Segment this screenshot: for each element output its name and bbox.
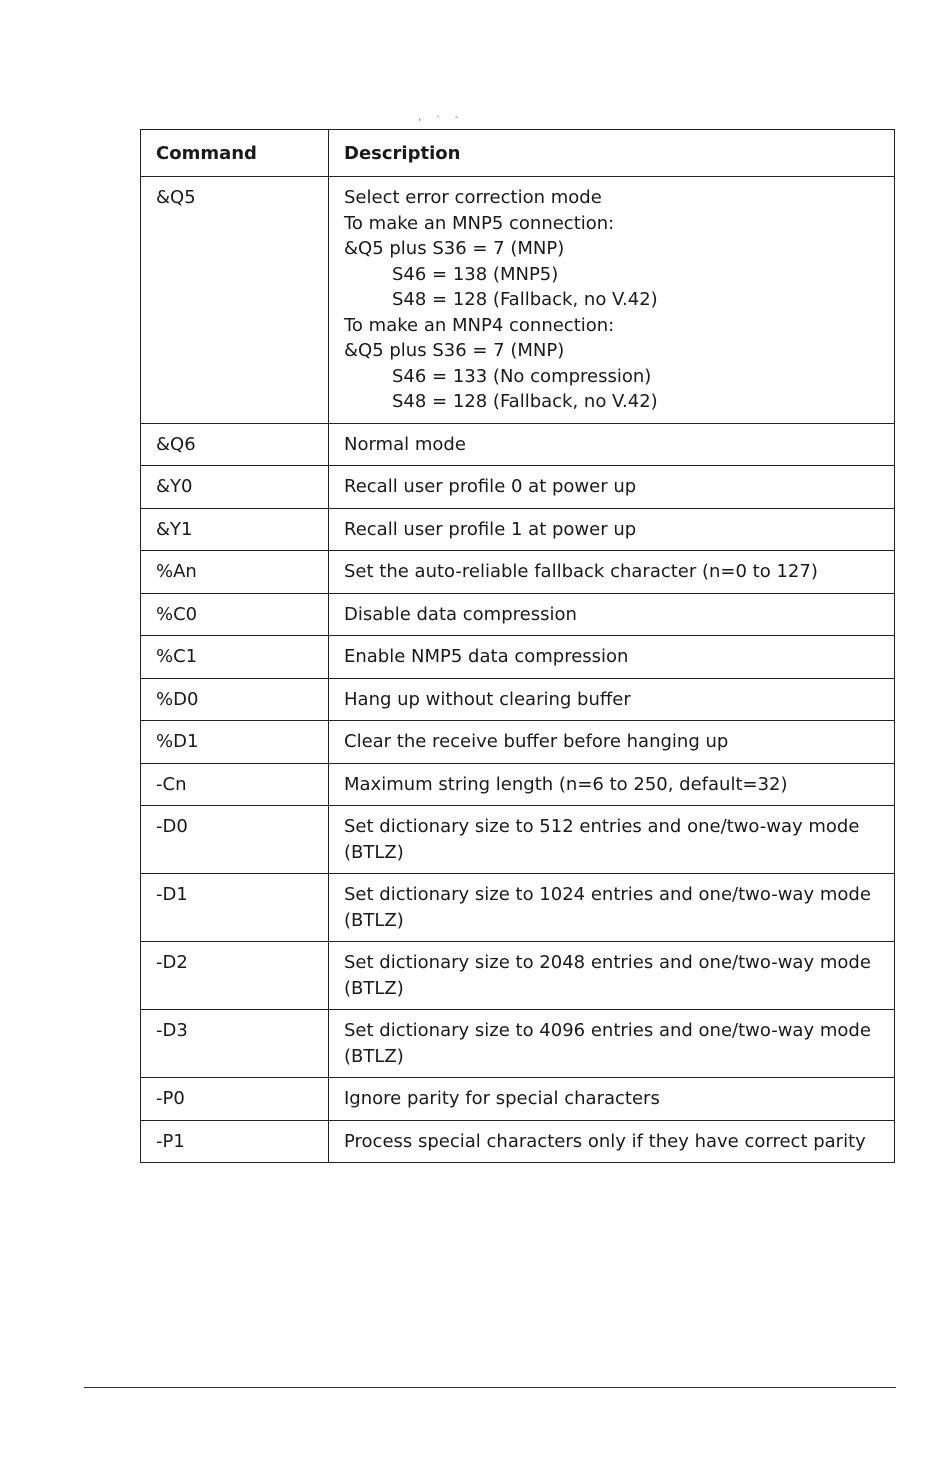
command-cell: -Cn [141, 763, 329, 806]
command-cell: %D1 [141, 721, 329, 764]
description-line: S46 = 138 (MNP5) [392, 263, 559, 285]
description-line: Disable data compression [344, 603, 577, 625]
description-line: Set dictionary size to 512 entries and one/two-way mode (BTLZ) [344, 816, 860, 863]
description-cell [329, 942, 895, 1010]
description-line: Hang up without clearing buffer [344, 688, 631, 710]
description-line: Ignore parity for special characters [344, 1088, 660, 1109]
command-cell: &Y0 [141, 466, 329, 509]
command-table [140, 129, 895, 1163]
description-line: To make an MNP4 connection: [344, 314, 615, 336]
command-cell: %C0 [141, 593, 329, 636]
table-row [141, 942, 895, 1010]
column-header-command: Command [141, 130, 329, 177]
description-cell [329, 806, 895, 874]
description-line: Clear the receive buffer before hanging up [344, 731, 729, 752]
table-row [141, 806, 895, 874]
description-line: S48 = 128 (Fallback, no V.42) [392, 391, 658, 412]
description-cell [329, 177, 895, 424]
table-row [141, 1010, 895, 1078]
description-line: &Q5 plus S36 = 7 (MNP) [344, 340, 565, 361]
description-cell [329, 874, 895, 942]
description-cell [329, 593, 895, 636]
table-row [141, 1120, 895, 1163]
description-line: Set the auto-reliable fallback character (n=0 to 127) [344, 561, 818, 582]
command-cell: &Q6 [141, 423, 329, 466]
description-line: &Q5 plus S36 = 7 (MNP) [344, 238, 565, 259]
table-row [141, 423, 895, 466]
command-cell: -D1 [141, 874, 329, 942]
command-cell: &Q5 [141, 177, 329, 424]
description-line: Enable NMP5 data compression [344, 646, 629, 667]
table-body [141, 177, 895, 1163]
description-line: Process special characters only if they have correct parity [344, 1130, 866, 1152]
command-cell: &Y1 [141, 508, 329, 551]
description-cell [329, 551, 895, 594]
description-cell [329, 636, 895, 679]
description-line: Select error correction mode [344, 187, 602, 208]
command-cell: -P1 [141, 1120, 329, 1163]
column-header-description: Description [329, 130, 895, 177]
description-cell [329, 423, 895, 466]
table-header-row [141, 130, 895, 177]
command-cell: %C1 [141, 636, 329, 679]
table-row [141, 763, 895, 806]
table-row [141, 1078, 895, 1121]
table-row [141, 636, 895, 679]
description-line: Recall user profile 0 at power up [344, 476, 637, 497]
command-cell: -D0 [141, 806, 329, 874]
table-row [141, 593, 895, 636]
description-cell [329, 508, 895, 551]
table-row [141, 678, 895, 721]
description-line: S46 = 133 (No compression) [392, 365, 652, 387]
description-line: Set dictionary size to 1024 entries and one/two-way mode (BTLZ) [344, 884, 871, 931]
description-line: Set dictionary size to 4096 entries and one/two-way mode (BTLZ) [344, 1020, 871, 1067]
footer-divider [84, 1387, 896, 1388]
description-cell [329, 721, 895, 764]
table-row [141, 721, 895, 764]
description-cell [329, 763, 895, 806]
table-row [141, 551, 895, 594]
command-cell: %An [141, 551, 329, 594]
description-cell [329, 1010, 895, 1078]
table-row [141, 466, 895, 509]
description-line: S48 = 128 (Fallback, no V.42) [392, 289, 658, 310]
description-cell [329, 1078, 895, 1121]
command-cell: -P0 [141, 1078, 329, 1121]
scan-artifact: , · - [418, 112, 465, 123]
command-cell: %D0 [141, 678, 329, 721]
description-line: Recall user profile 1 at power up [344, 518, 637, 540]
description-cell [329, 1120, 895, 1163]
description-line: To make an MNP5 connection: [344, 212, 615, 234]
description-line: Maximum string length (n=6 to 250, default=32) [344, 773, 788, 795]
description-cell [329, 678, 895, 721]
description-cell [329, 466, 895, 509]
table-row [141, 177, 895, 424]
description-line: Normal mode [344, 433, 466, 455]
table-row [141, 508, 895, 551]
description-line: Set dictionary size to 2048 entries and one/two-way mode (BTLZ) [344, 952, 871, 999]
command-cell: -D2 [141, 942, 329, 1010]
command-cell: -D3 [141, 1010, 329, 1078]
table-row [141, 874, 895, 942]
